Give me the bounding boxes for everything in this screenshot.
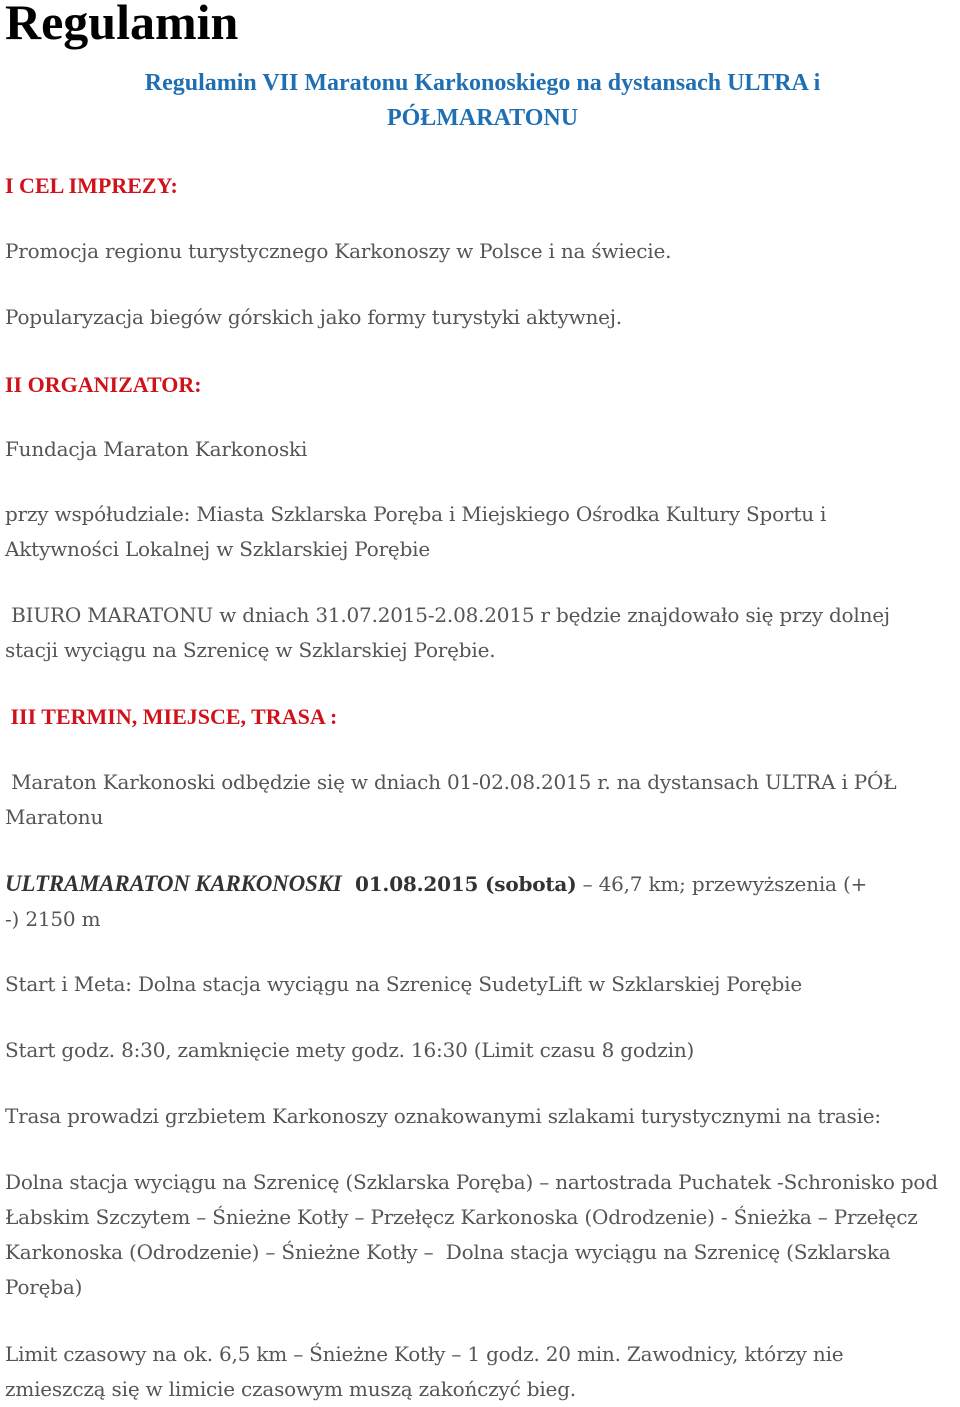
organizator-paragraph-2-line-1: przy współudziale: Miasta Szklarska Poręba i Miejskiego Ośrodka Kultury Sportu i: [5, 502, 827, 526]
termin-paragraph-1-line-2: Maratonu: [5, 805, 104, 829]
time-limit-paragraph: [5, 1337, 960, 1407]
time-limit-line-2: zmieszczą się w limicie czasowym muszą zakończyć bieg.: [5, 1377, 576, 1401]
section-heading-cel: I CEL IMPREZY:: [5, 173, 178, 198]
time-limit-line-1: Limit czasowy na ok. 6,5 km – Śnieżne Kotły – 1 godz. 20 min. Zawodnicy, którzy nie: [5, 1342, 844, 1366]
organizator-paragraph-2: [5, 497, 960, 567]
ultra-race-details: – 46,7 km; przewyższenia (+: [576, 872, 868, 896]
organizator-paragraph-3-line-2: stacji wyciągu na Szrenicę w Szklarskiej Porębie.: [5, 638, 496, 662]
ultra-race-name: ULTRAMARATON KARKONOSKI: [5, 871, 342, 896]
subtitle-line-1: Regulamin VII Maratonu Karkonoskiego na dystansach ULTRA i: [144, 70, 821, 96]
start-meta-paragraph: Start i Meta: Dolna stacja wyciągu na Szrenicę SudetyLift w Szklarskiej Porębie: [5, 972, 802, 996]
document-subtitle: [5, 66, 960, 136]
termin-paragraph-1: [5, 765, 960, 835]
route-paragraph: [5, 1165, 960, 1305]
start-time-paragraph: Start godz. 8:30, zamknięcie mety godz. 16:30 (Limit czasu 8 godzin): [5, 1038, 695, 1062]
organizator-paragraph-2-line-2: Aktywności Lokalnej w Szklarskiej Porębie: [5, 537, 431, 561]
subtitle-line-2: PÓŁMARATONU: [386, 105, 579, 131]
cel-paragraph-2: Popularyzacja biegów górskich jako formy turystyki aktywnej.: [5, 305, 622, 329]
termin-paragraph-1-line-1: Maraton Karkonoski odbędzie się w dniach 01-02.08.2015 r. na dystansach ULTRA i PÓŁ: [5, 770, 897, 794]
route-line-4: Poręba): [5, 1275, 83, 1299]
ultra-paragraph: [5, 866, 960, 937]
route-line-2: Łabskim Szczytem – Śnieżne Kotły – Przełęcz Karkonoska (Odrodzenie) - Śnieżka – Przełęcz: [5, 1205, 918, 1229]
organizator-paragraph-3: [5, 598, 960, 668]
section-heading-termin: III TERMIN, MIEJSCE, TRASA :: [5, 704, 338, 729]
section-heading-organizator: II ORGANIZATOR:: [5, 372, 202, 397]
organizator-paragraph-3-line-1: BIURO MARATONU w dniach 31.07.2015-2.08.2015 r będzie znajdowało się przy dolnej: [5, 603, 890, 627]
route-line-1: Dolna stacja wyciągu na Szrenicę (Szklarska Poręba) – nartostrada Puchatek -Schronisko pod: [5, 1170, 938, 1194]
ultra-line-2: -) 2150 m: [5, 907, 101, 931]
route-line-3: Karkonoska (Odrodzenie) – Śnieżne Kotły – Dolna stacja wyciągu na Szrenicę (Szklarska: [5, 1240, 891, 1264]
route-intro-paragraph: Trasa prowadzi grzbietem Karkonoszy oznakowanymi szlakami turystycznymi na trasie:: [5, 1104, 881, 1128]
page-title: Regulamin: [5, 0, 239, 50]
ultra-line-1: [5, 866, 960, 902]
ultra-race-date: 01.08.2015 (sobota): [341, 872, 577, 896]
organizator-paragraph-1: Fundacja Maraton Karkonoski: [5, 437, 308, 461]
cel-paragraph-1: Promocja regionu turystycznego Karkonoszy w Polsce i na świecie.: [5, 239, 672, 263]
